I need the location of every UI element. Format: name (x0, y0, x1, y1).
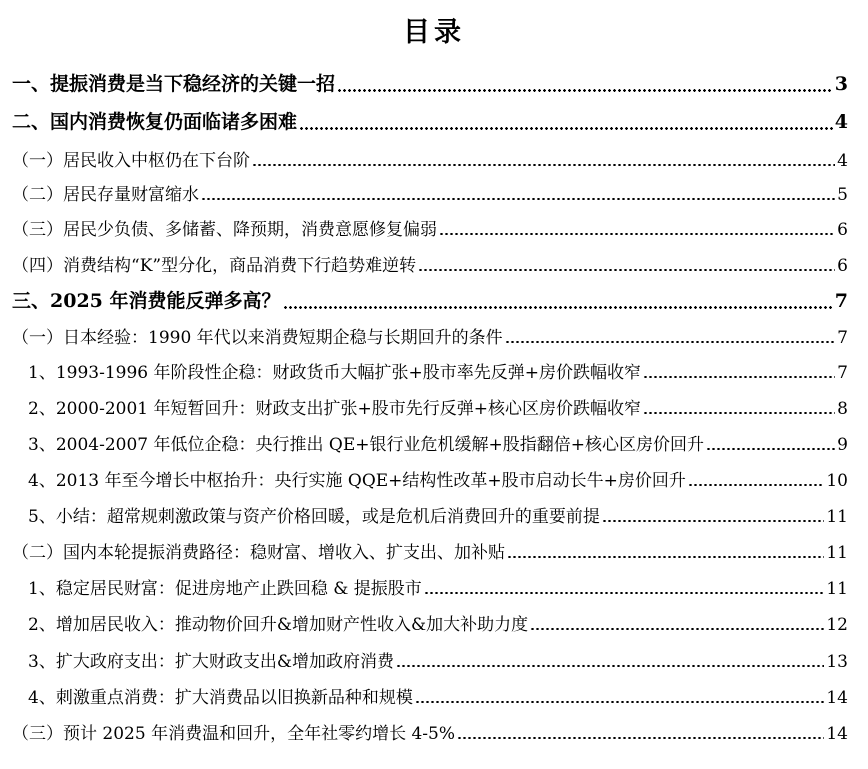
toc-entry[interactable] (28, 574, 848, 599)
toc-entry[interactable] (28, 610, 848, 635)
toc-entry-label: 4、2013 年至今增长中枢抬升：央行实施 QQE+结构性改革+股市启动长牛+房价回升 (28, 471, 686, 491)
toc-entry-label: 二、国内消费恢复仍面临诸多困难 (12, 111, 298, 133)
toc-page-number: 5 (837, 185, 848, 205)
dot-leader (415, 688, 825, 705)
toc-entry-label: （一）日本经验：1990 年代以来消费短期企稳与长期回升的条件 (12, 328, 503, 348)
dot-leader (337, 74, 833, 93)
dot-leader (643, 363, 835, 380)
toc-page-number: 11 (826, 579, 848, 599)
dot-leader (602, 507, 825, 524)
dot-leader (418, 256, 835, 273)
toc-page-number: 11 (826, 543, 848, 563)
toc-entry-label: 3、2004-2007 年低位企稳：央行推出 QE+银行业危机缓解+股指翻倍+核心区房价回升 (28, 435, 704, 455)
toc-entry-label: （四）消费结构“K”型分化，商品消费下行趋势难逆转 (12, 256, 417, 276)
toc-page-number: 4 (834, 111, 848, 133)
toc-entry-label: （二）居民存量财富缩水 (12, 185, 199, 205)
toc-page-number: 14 (826, 724, 848, 744)
dot-leader (688, 471, 824, 488)
toc-entry-label: 3、扩大政府支出：扩大财政支出&增加政府消费 (28, 652, 394, 672)
toc-page-number: 11 (826, 507, 848, 527)
toc-entry[interactable] (12, 146, 848, 171)
toc-entry[interactable] (12, 180, 848, 205)
toc-entry-label: （三）预计 2025 年消费温和回升，全年社零约增长 4-5% (12, 724, 456, 744)
dot-leader (201, 185, 835, 202)
toc-entry-label: 三、2025 年消费能反弹多高？ (12, 290, 281, 312)
dot-leader (530, 615, 824, 632)
dot-leader (299, 112, 833, 131)
toc-entry[interactable] (12, 251, 848, 276)
toc-entry[interactable] (28, 466, 848, 491)
toc-page-number: 14 (826, 688, 848, 708)
toc-page-number: 12 (826, 615, 848, 635)
toc-entry[interactable] (28, 358, 848, 383)
toc-entry[interactable] (12, 719, 848, 744)
toc-entry[interactable] (12, 215, 848, 240)
toc-entry[interactable] (28, 647, 848, 672)
page-title: 目录 (403, 17, 465, 48)
toc-entry[interactable] (28, 683, 848, 708)
toc-entry[interactable] (12, 538, 848, 563)
dot-leader (396, 652, 824, 669)
dot-leader (507, 543, 824, 560)
dot-leader (505, 328, 836, 345)
toc-entry[interactable] (12, 69, 848, 96)
toc-entry[interactable] (12, 107, 848, 134)
toc-entry[interactable] (12, 286, 848, 313)
toc-page-number: 10 (826, 471, 848, 491)
dot-leader (457, 724, 824, 741)
toc-entry[interactable] (12, 323, 848, 348)
dot-leader (252, 151, 835, 168)
toc-entry[interactable] (28, 430, 848, 455)
toc-entry-label: （一）居民收入中枢仍在下台阶 (12, 151, 250, 171)
toc-page-number: 7 (837, 328, 848, 348)
dot-leader (706, 435, 835, 452)
toc-entry-label: 2、增加居民收入：推动物价回升&增加财产性收入&加大补助力度 (28, 615, 529, 635)
toc-entry[interactable] (28, 394, 848, 419)
toc-entry-label: 2、2000-2001 年短暂回升：财政支出扩张+股市先行反弹+核心区房价跌幅收窄 (28, 399, 641, 419)
dot-leader (283, 291, 833, 310)
toc-page-number: 13 (826, 652, 848, 672)
toc-page-number: 3 (834, 73, 848, 95)
toc-entry[interactable] (28, 502, 848, 527)
toc-entry-label: 1、1993-1996 年阶段性企稳：财政货币大幅扩张+股市率先反弹+房价跌幅收窄 (28, 363, 641, 383)
toc-entry-label: 4、刺激重点消费：扩大消费品以旧换新品种和规模 (28, 688, 413, 708)
toc-entry-label: 一、提振消费是当下稳经济的关键一招 (12, 73, 336, 95)
dot-leader (439, 220, 835, 237)
toc-page-number: 6 (837, 256, 848, 276)
toc-page-number: 7 (837, 363, 848, 383)
toc-page-number: 9 (837, 435, 848, 455)
dot-leader (643, 399, 835, 416)
dot-leader (424, 579, 825, 596)
toc-page-number: 7 (834, 290, 848, 312)
toc-page-number: 6 (837, 220, 848, 240)
toc-page-number: 8 (837, 399, 848, 419)
toc-entry-label: 5、小结：超常规刺激政策与资产价格回暖，或是危机后消费回升的重要前提 (28, 507, 600, 527)
toc-entry-label: （二）国内本轮提振消费路径：稳财富、增收入、扩支出、加补贴 (12, 543, 505, 563)
toc-page-number: 4 (837, 151, 848, 171)
toc-entry-label: （三）居民少负债、多储蓄、降预期，消费意愿修复偏弱 (12, 220, 437, 240)
toc-entry-label: 1、稳定居民财富：促进房地产止跌回稳 & 提振股市 (28, 579, 422, 599)
